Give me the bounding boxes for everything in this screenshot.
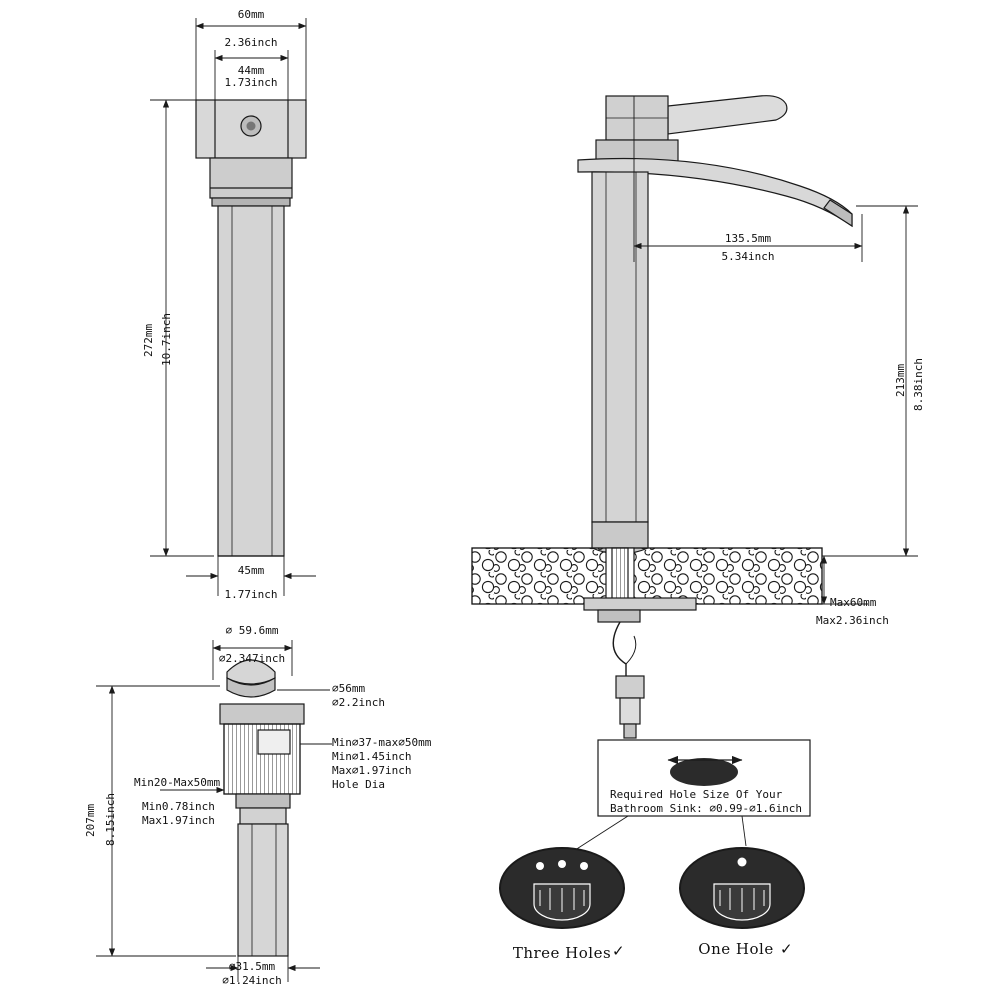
dim-tail-diameter-inch: ⌀1.24inch	[222, 974, 282, 987]
dim-spout-height-mm: 213mm	[894, 363, 907, 397]
dim-drain-counter-min-inch: Min0.78inch	[142, 800, 215, 813]
dim-spout-reach-mm: 135.5mm	[724, 232, 772, 245]
hole-note-line1: Required Hole Size Of Your	[610, 788, 783, 801]
dim-flange-diameter-inch: ⌀2.2inch	[332, 696, 385, 709]
dim-drain-counter-thickness-mm: Min20-Max50mm	[134, 776, 221, 789]
dim-spout-height-inch: 8.38inch	[912, 358, 925, 412]
dim-counter-thickness-mm: Max60mm	[830, 596, 877, 609]
dim-drain-counter-max-inch: Max1.97inch	[142, 814, 215, 827]
dim-drain-length-mm: 207mm	[84, 803, 97, 837]
dim-overall-height-inch: 10.7inch	[160, 313, 173, 367]
dim-hole-dia-caption: Hole Dia	[332, 778, 385, 791]
dim-body-width-mm: 44mm	[237, 64, 265, 77]
dim-hole-dia-mm: Min⌀37-max⌀50mm	[332, 736, 432, 749]
dim-top-width-inch: 2.36inch	[224, 36, 278, 49]
one-hole-check: ✓	[780, 940, 794, 958]
dim-shank-width-mm: 45mm	[237, 564, 265, 577]
dim-drain-length-inch: 8.15inch	[104, 793, 117, 847]
dim-hole-dia-min-inch: Min⌀1.45inch	[332, 750, 412, 763]
dim-overall-height-mm: 272mm	[142, 323, 155, 357]
dim-body-width-inch: 1.73inch	[224, 76, 278, 89]
dim-cap-diameter-mm: ⌀ 59.6mm	[225, 624, 279, 637]
hole-note-line2: Bathroom Sink: ⌀0.99-⌀1.6inch	[610, 802, 803, 815]
three-holes-label: Three Holes	[512, 944, 612, 962]
dim-shank-width-inch: 1.77inch	[224, 588, 278, 601]
dim-spout-reach-inch: 5.34inch	[721, 250, 775, 263]
dim-top-width-mm: 60mm	[237, 8, 265, 21]
dim-hole-dia-max-inch: Max⌀1.97inch	[332, 764, 412, 777]
three-holes-check: ✓	[612, 942, 626, 960]
dim-cap-diameter-inch: ⌀2.347inch	[218, 652, 286, 665]
dim-counter-thickness-inch: Max2.36inch	[816, 614, 889, 627]
one-hole-label: One Hole	[698, 940, 774, 958]
dim-flange-diameter-mm: ⌀56mm	[332, 682, 366, 695]
dim-tail-diameter-mm: ⌀31.5mm	[228, 960, 276, 973]
